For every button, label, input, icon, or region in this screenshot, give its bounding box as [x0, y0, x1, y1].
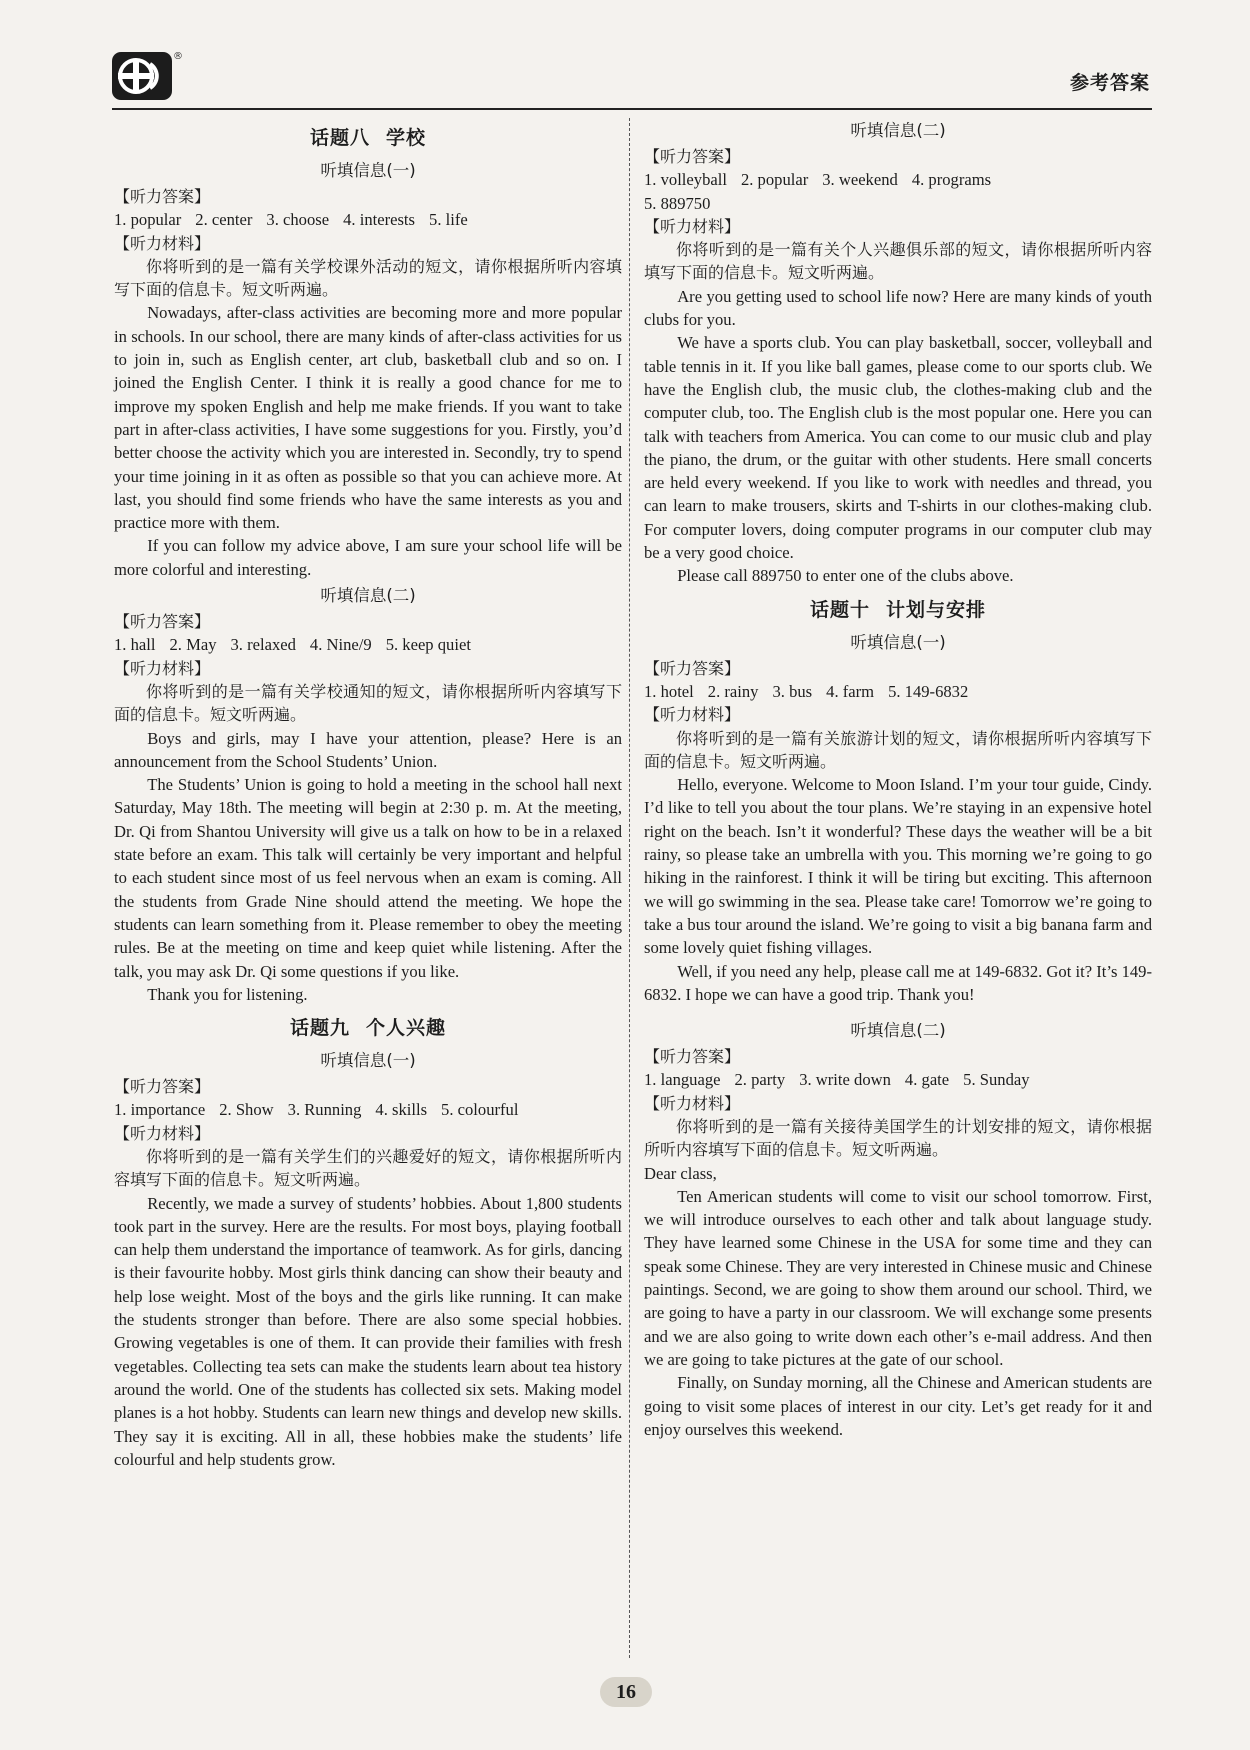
instruction-text: 你将听到的是一篇有关学校通知的短文，请你根据所听内容填写下面的信息卡。短文听两遍。: [114, 681, 622, 725]
instruction-text: 你将听到的是一篇有关学校课外活动的短文，请你根据所听内容填写下面的信息卡。短文听两遍。: [114, 256, 622, 300]
answer-label: 【听力答案】: [114, 187, 211, 206]
answer-item: 2. May: [169, 635, 217, 655]
answer-item: 4. skills: [375, 1100, 428, 1120]
topic-9-heading: [114, 1014, 622, 1042]
topic-8-subject: 学校: [386, 127, 427, 149]
instruction-text: 你将听到的是一篇有关个人兴趣俱乐部的短文，请你根据所听内容填写下面的信息卡。短文听两遍。: [644, 240, 1152, 283]
answer-item: 1. importance: [114, 1100, 206, 1120]
passage-paragraph: Well, if you need any help, please call me at 149-6832. Got it? It’s 149-6832. I hope we can have a good trip. Thank you!: [644, 961, 1152, 1004]
passage-paragraph: If you can follow my advice above, I am sure your school life will be more colorful and interesting.: [114, 536, 622, 579]
topic-10-section-1-heading: 听填信息(一): [850, 632, 946, 652]
answer-item: 1. hotel: [644, 681, 694, 701]
answer-item: 5. life: [429, 210, 468, 230]
answer-label: 【听力答案】: [644, 1047, 741, 1067]
letter-salutation: Dear class,: [644, 1163, 717, 1183]
topic-8-section-1-heading: 听填信息(一): [320, 161, 416, 180]
answer-item: 5. Sunday: [963, 1070, 1030, 1090]
answer-list: [114, 208, 622, 231]
answer-item: 3. write down: [799, 1070, 891, 1090]
answer-item: 5. 149-6832: [888, 681, 969, 701]
right-column: [644, 116, 1152, 1441]
answer-item: 1. language: [644, 1070, 721, 1090]
topic-10-heading: [644, 596, 1152, 624]
material-label: 【听力材料】: [644, 705, 741, 725]
answer-label: 【听力答案】: [644, 147, 741, 166]
answer-item: 4. interests: [343, 210, 416, 230]
topic-9-section-1-heading: 听填信息(一): [320, 1051, 416, 1071]
passage-paragraph: The Students’ Union is going to hold a meeting in the school hall next Saturday, May 18th. The meeting will begin at 2:30 p. m. At the meeting, Dr. Qi from Shantou University will give us a talk on how to be in a relaxed state before an exam. This talk will certainly be very important and helpful to each student since most of us feel nervous when an exam is coming. All the students from Grade Nine should attend the meeting. We hope the students can learn something from it. Please remember to obey the meeting rules. Be at the meeting on time and keep quiet while listening. After the talk, you may ask Dr. Qi some questions if you like.: [114, 775, 622, 981]
answer-list: [114, 633, 622, 656]
instruction-text: 你将听到的是一篇有关旅游计划的短文，请你根据所听内容填写下面的信息卡。短文听两遍。: [644, 728, 1152, 771]
answer-item: 5. 889750: [644, 193, 711, 213]
answer-item: 5. keep quiet: [385, 635, 471, 655]
publisher-logo: [112, 52, 172, 100]
passage-paragraph: Finally, on Sunday morning, all the Chinese and American students are going to visit some places of interest in our city. Let’s get ready for it and enjoy ourselves this weekend.: [644, 1373, 1152, 1439]
passage-paragraph: Boys and girls, may I have your attention, please? Here is an announcement from the School Students’ Union.: [114, 728, 622, 771]
answer-label: 【听力答案】: [114, 1077, 211, 1097]
passage-paragraph: Are you getting used to school life now? Here are many kinds of youth clubs for you.: [644, 286, 1152, 330]
answer-list: [644, 680, 1152, 703]
answer-list: [114, 1098, 622, 1121]
answer-item: 3. Running: [287, 1100, 362, 1120]
answer-item: 4. programs: [911, 170, 992, 190]
answer-item: 1. hall: [114, 635, 156, 655]
passage-paragraph: Thank you for listening.: [147, 984, 308, 1004]
material-label: 【听力材料】: [114, 658, 211, 678]
topic-8-heading: [114, 124, 622, 152]
instruction-text: 你将听到的是一篇有关接待美国学生的计划安排的短文，请你根据所听内容填写下面的信息卡。短文听两遍。: [644, 1116, 1152, 1160]
answer-item: 4. Nine/9: [309, 635, 372, 655]
answer-list: [644, 1068, 1152, 1091]
answer-item: 2. center: [195, 210, 253, 230]
topic-10-title: 话题十: [809, 598, 870, 621]
topic-8-title: 话题八: [309, 127, 370, 149]
topic-9-subject: 个人兴趣: [366, 1017, 447, 1040]
answer-item: 1. volleyball: [644, 170, 727, 190]
answer-item: 2. rainy: [707, 681, 759, 701]
answer-item: 3. choose: [266, 210, 330, 230]
passage-paragraph: Hello, everyone. Welcome to Moon Island. I’m your tour guide, Cindy. I’d like to tell you about the tour plans. We’re staying in an expensive hotel right on the beach. Isn’t it wonderful? These days the weather will be a bit rainy, so please take an umbrella with you. This morning we’re going to go hiking in the rainforest. I think it will be tiring but exciting. This afternoon we will go swimming in the sea. Please take care! Tomorrow we’re going to take a bus tour around the island. We’re going to visit a big banana farm and some lovely quiet fishing villages.: [644, 775, 1152, 958]
answer-item: 1. popular: [114, 210, 182, 230]
column-divider: [629, 118, 630, 1658]
answer-item: 5. colourful: [441, 1100, 519, 1120]
passage-paragraph: Ten American students will come to visit our school tomorrow. First, we will introduce ourselves to each other and talk about language study. They have learned some Chinese in the USA for some time and they can speak some Chinese. They are very interested in Chinese music and Chinese paintings. Second, we are going to show them around our school. Third, we are going to have a party in our classroom. We will exchange some presents and we are also going to write down each other’s e-mail address. And then we are going to take pictures at the gate of our school.: [644, 1186, 1152, 1369]
passage-paragraph: Nowadays, after-class activities are becoming more and more popular in schools. In our school, there are many kinds of after-class activities for us to join in, such as English center, art club, basketball club and so on. I joined the English Center. I think it is really a good chance for me to improve my spoken English and help me make friends. If you want to take part in after-class activities, I have some suggestions for you. Firstly, you’d better choose the activity which you are interested in. Secondly, try to spend your time joining in it as often as possible so that you can achieve more. At last, you should find some friends who have the same interests as you and practice more with them.: [114, 303, 622, 533]
topic-9-title: 话题九: [289, 1017, 350, 1040]
passage-paragraph: We have a sports club. You can play basketball, soccer, volleyball and table tennis in it. If you like ball games, please come to our sports club. We have the English club, the music club, the clothes-making club and the computer club, too. The English club is the most popular one. Here you can talk with teachers from America. You can come to our music club and play the piano, the drum, or the guitar with other students. Here small concerts are held every weekend. If you like to work with needles and thread, you can learn to make trousers, skirts and T-shirts in our clothes-making club. For computer lovers, doing computer programs in our computer club may be a very good choice.: [644, 333, 1152, 563]
header-rule: [112, 108, 1152, 110]
material-label: 【听力材料】: [114, 1123, 211, 1143]
passage-paragraph: Recently, we made a survey of students’ hobbies. About 1,800 students took part in the survey. Here are the results. For most boys, playing football can help them understand the importance of teamwork. As for girls, dancing is their favourite hobby. Most girls think dancing can show their beauty and help lose weight. Most of the boys and the girls like running. It can make the students stronger than before. There are also some special hobbies. Growing vegetables is one of them. It can provide their families with fresh vegetables. Collecting tea sets can make the students learn about tea history around the world. One of the students has collected six sets. Making model planes is a hot hobby. Students can learn new things and develop new skills. They say it is exciting. All in all, these hobbies make the students’ life colourful and help students grow.: [114, 1193, 622, 1469]
answer-label: 【听力答案】: [114, 612, 211, 632]
answer-list: [644, 168, 1152, 215]
answer-item: 4. farm: [826, 681, 875, 701]
material-label: 【听力材料】: [644, 216, 741, 236]
passage-paragraph: Please call 889750 to enter one of the clubs above.: [677, 566, 1014, 586]
material-label: 【听力材料】: [644, 1093, 741, 1113]
topic-10-subject: 计划与安排: [886, 598, 987, 621]
instruction-text: 你将听到的是一篇有关学生们的兴趣爱好的短文，请你根据所听内容填写下面的信息卡。短文听两遍。: [114, 1146, 622, 1190]
topic-8-section-2-heading: 听填信息(二): [320, 586, 416, 606]
page-number: 16: [600, 1677, 652, 1707]
answer-item: 2. popular: [740, 170, 809, 190]
answer-item: 2. Show: [219, 1100, 274, 1120]
topic-9-section-2-heading: 听填信息(二): [850, 121, 946, 140]
answer-item: 3. bus: [772, 681, 813, 701]
registered-mark-icon: ®: [173, 51, 183, 62]
left-column: [114, 116, 622, 1471]
answer-item: 2. party: [734, 1070, 786, 1090]
material-label: 【听力材料】: [114, 233, 211, 253]
answer-item: 3. relaxed: [230, 635, 296, 655]
page-header: [0, 0, 1250, 112]
header-title: 参考答案: [1069, 72, 1150, 94]
topic-10-section-2-heading: 听填信息(二): [850, 1021, 946, 1041]
answer-item: 3. weekend: [822, 170, 898, 190]
answer-label: 【听力答案】: [644, 658, 741, 678]
answer-item: 4. gate: [904, 1070, 950, 1090]
